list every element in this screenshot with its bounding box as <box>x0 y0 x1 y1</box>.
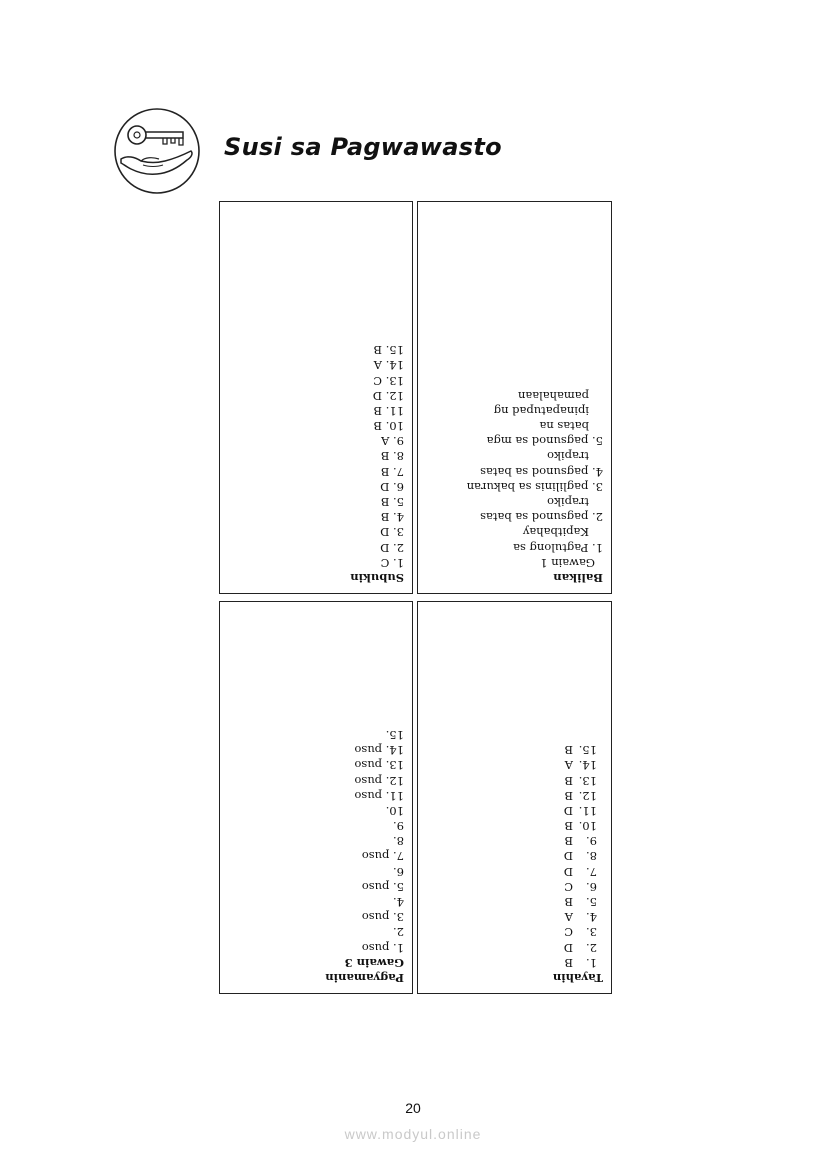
answer-line: 13. C <box>373 373 404 388</box>
answer-line <box>553 864 603 879</box>
item-answer: A <box>564 910 573 925</box>
item-number: 1. <box>586 955 597 970</box>
item-answer: D <box>563 940 573 955</box>
item-number: 15. <box>578 743 597 758</box>
subukin-heading: Subukin <box>350 571 404 585</box>
item-answer: B <box>564 819 573 834</box>
item-answer: B <box>564 834 573 849</box>
item-number: 13. <box>578 773 597 788</box>
item-number: 9. <box>586 834 597 849</box>
answer-line: 3. D <box>380 525 404 540</box>
answer-line: 1. Pagtulong sa <box>513 540 603 555</box>
answer-line: 10. B <box>373 419 404 434</box>
balikan-answer-box <box>417 201 612 594</box>
tayahin-answer-box <box>417 601 612 994</box>
item-number: 3. <box>586 925 597 940</box>
item-answer: B <box>564 955 573 970</box>
answer-line <box>553 818 603 833</box>
answer-line: 2. D <box>380 540 404 555</box>
answer-line: 3. puso <box>361 910 404 925</box>
item-number: 12. <box>578 788 597 803</box>
answer-line <box>553 909 603 924</box>
answer-line: batas na <box>539 419 589 434</box>
item-answer: B <box>564 895 573 910</box>
answer-line: trapiko <box>547 449 589 464</box>
answer-line: 15. B <box>373 343 404 358</box>
answer-line: 6. <box>393 864 404 879</box>
item-number: 14. <box>578 758 597 773</box>
answer-line <box>553 894 603 909</box>
item-number: 10. <box>578 819 597 834</box>
page-number: 20 <box>405 1100 421 1116</box>
answer-line: 1. puso <box>361 940 404 955</box>
answer-line: 4. B <box>380 510 404 525</box>
tayahin-heading: Tayahin <box>552 971 603 985</box>
item-number: 7. <box>586 864 597 879</box>
item-answer: D <box>563 803 573 818</box>
answer-line: 7. B <box>380 464 404 479</box>
answer-line: 8. <box>393 834 404 849</box>
answer-line <box>553 848 603 863</box>
item-answer: C <box>564 879 573 894</box>
answer-line: 10. <box>385 803 404 818</box>
item-number: 8. <box>586 849 597 864</box>
answer-line: 14. puso <box>354 743 404 758</box>
answer-line <box>553 955 603 970</box>
answer-line: trapiko <box>547 495 589 510</box>
item-answer: B <box>564 773 573 788</box>
answer-line: 4. <box>393 895 404 910</box>
answer-line: 12. D <box>372 388 404 403</box>
pagyamanin-answer-box <box>219 601 413 994</box>
answer-line <box>553 803 603 818</box>
item-number: 6. <box>586 879 597 894</box>
answer-line: 9. A <box>381 434 404 449</box>
answer-line: 5. B <box>380 495 404 510</box>
answer-line <box>553 772 603 787</box>
answer-line: 11. B <box>373 403 404 418</box>
item-answer: B <box>564 788 573 803</box>
item-answer: D <box>563 849 573 864</box>
watermark: www.modyul.online <box>344 1126 482 1142</box>
answer-line: 9. <box>393 819 404 834</box>
answer-line: 11. puso <box>354 788 404 803</box>
answer-line: pamahalaan <box>517 388 589 403</box>
answer-line: 5. pagsunod sa mga <box>486 434 603 449</box>
answer-line <box>553 833 603 848</box>
answer-line <box>553 924 603 939</box>
item-answer: A <box>564 758 573 773</box>
item-number: 11. <box>578 803 597 818</box>
answer-line: 15. <box>385 728 404 742</box>
answer-line: 13. puso <box>354 758 404 773</box>
answer-line <box>553 788 603 803</box>
answer-line: 4. pagsunod sa batas <box>480 464 603 479</box>
answer-line: Kapitbahay <box>522 525 589 540</box>
answer-line: 14. A <box>373 358 404 373</box>
answer-line: 1. C <box>380 555 404 570</box>
item-number: 2. <box>586 940 597 955</box>
item-answer: B <box>564 743 573 758</box>
item-answer: D <box>563 864 573 879</box>
answer-line <box>553 757 603 772</box>
answer-line: 6. D <box>380 479 404 494</box>
pagyamanin-subheading: Gawain 3 <box>344 955 404 970</box>
answer-line: 5. puso <box>361 879 404 894</box>
answer-line: ipinapatupad ng <box>493 403 589 418</box>
key-hand-icon <box>113 107 201 195</box>
balikan-heading: Balikan <box>553 571 603 585</box>
answer-line <box>553 742 603 757</box>
answer-line <box>553 879 603 894</box>
answer-line: 2. <box>393 925 404 940</box>
answer-line: 8. B <box>380 449 404 464</box>
page-title: Susi sa Pagwawasto <box>224 133 502 161</box>
answer-line <box>553 939 603 954</box>
answer-line: 12. puso <box>354 773 404 788</box>
item-answer: C <box>564 925 573 940</box>
answer-line: 7. puso <box>361 849 404 864</box>
subukin-answer-box <box>219 201 413 594</box>
pagyamanin-heading: Pagyamanin <box>325 971 404 985</box>
answer-line: 2. pagsunod sa batas <box>480 510 603 525</box>
answer-line: 3. paglilinis sa bakuran <box>466 479 603 494</box>
answer-line: Gawain 1 <box>540 555 595 570</box>
item-number: 4. <box>586 910 597 925</box>
item-number: 5. <box>586 895 597 910</box>
